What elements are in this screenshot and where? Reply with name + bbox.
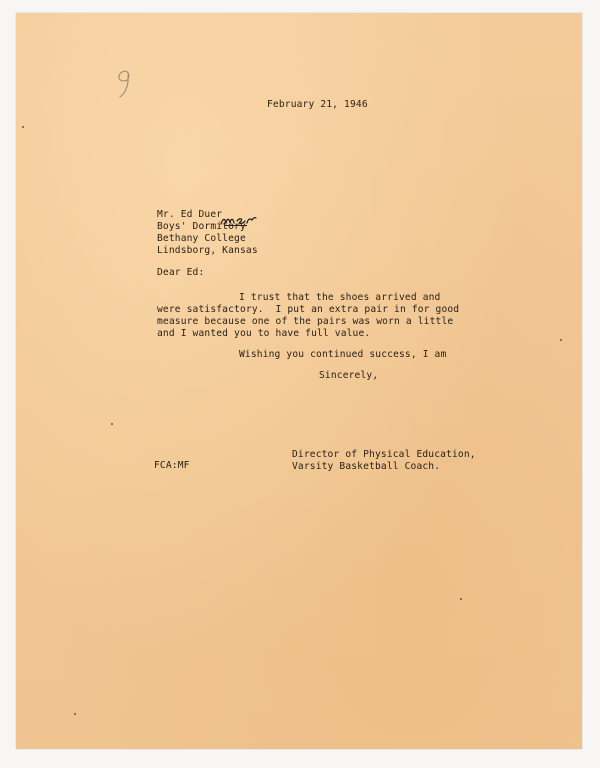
body-line: I trust that the shoes arrived and <box>239 292 441 303</box>
body-line: measure because one of the pairs was worn a little <box>157 316 454 327</box>
closing-line: Wishing you continued success, I am <box>239 349 447 360</box>
letter-date: February 21, 1946 <box>267 99 368 110</box>
letter-sheet <box>16 13 582 749</box>
body-line: were satisfactory. I put an extra pair in for good <box>157 304 460 315</box>
paper-speck <box>460 598 462 600</box>
recipient-line-4: Lindsborg, Kansas <box>157 245 258 256</box>
recipient-name: Mr. Ed Duer <box>157 209 223 220</box>
recipient-line-3: Bethany College <box>157 233 246 244</box>
paper-speck <box>74 713 76 715</box>
body-line: and I wanted you to have full value. <box>157 328 371 339</box>
salutation: Dear Ed: <box>157 267 205 278</box>
recipient-line-2: Boys' Dormitory <box>157 221 246 232</box>
signature-title-line: Varsity Basketball Coach. <box>292 461 441 472</box>
valediction: Sincerely, <box>319 370 379 381</box>
paper-speck <box>22 126 24 128</box>
paper-speck <box>560 339 562 341</box>
paper-speck <box>111 423 113 425</box>
signature-title-line: Director of Physical Education, <box>292 449 476 460</box>
pencil-mark-icon <box>112 67 136 101</box>
typist-initials: FCA:MF <box>154 460 190 471</box>
